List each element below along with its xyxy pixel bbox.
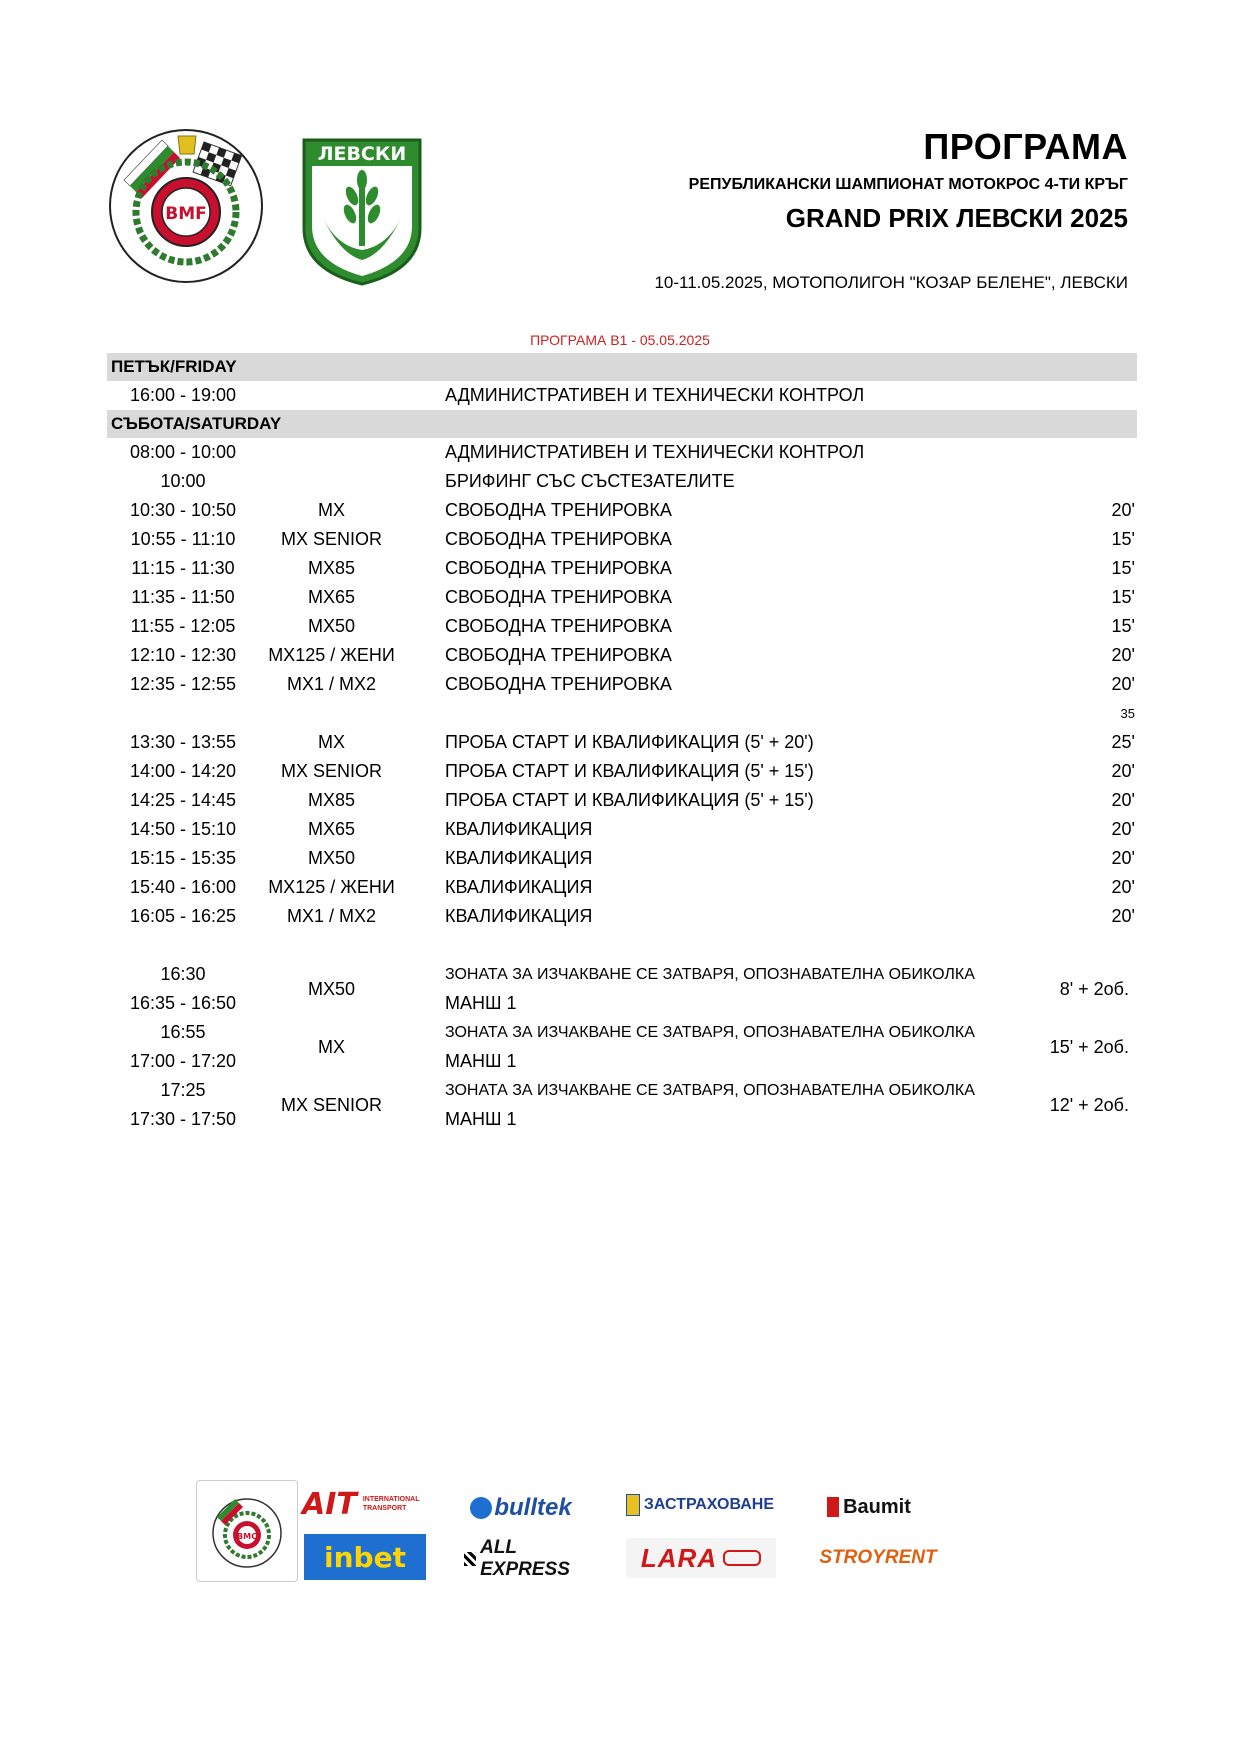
row-activity: КВАЛИФИКАЦИЯ (445, 819, 593, 839)
row-class: MX65 (307, 587, 356, 607)
bmf-logo (104, 120, 268, 284)
saturday-heats (107, 960, 1137, 1134)
row-class: MX50 (307, 848, 356, 868)
heat-zone-description: ЗОНАТА ЗА ИЗЧАКВАНЕ СЕ ЗАТВАРЯ, ОПОЗНАВАТЕЛНА ОБИКОЛКА (445, 1082, 975, 1099)
row-time: 14:50 - 15:10 (129, 819, 237, 839)
row-class: MX SENIOR (280, 529, 382, 549)
row-time: 11:35 - 11:50 (131, 587, 235, 607)
row-activity: СВОБОДНА ТРЕНИРОВКА (445, 645, 672, 665)
row-activity: СВОБОДНА ТРЕНИРОВКА (445, 500, 672, 520)
bmf-logo-center-text: BMF (165, 204, 207, 224)
row-class: MX1 / MX2 (286, 674, 377, 694)
row-duration: 20' (1111, 819, 1135, 839)
sponsor-inbet-logo (304, 1534, 426, 1580)
row-time: 15:40 - 16:00 (129, 877, 237, 897)
saturday-rows (107, 438, 1137, 931)
row-activity: СВОБОДНА ТРЕНИРОВКА (445, 674, 672, 694)
schedule-row (107, 525, 1137, 554)
sponsor-bmc-logo (196, 1480, 298, 1582)
heat-race-description: МАНШ 1 (445, 1109, 517, 1129)
heat-row (107, 1076, 1137, 1134)
heat-class: MX (318, 1037, 345, 1057)
day-header-friday: ПЕТЪК/FRIDAY (107, 353, 1137, 381)
row-activity: ПРОБА СТАРТ И КВАЛИФИКАЦИЯ (5' + 20') (445, 732, 814, 752)
sponsor-baumit-text: Baumit (843, 1495, 911, 1518)
sponsor-allexpress-logo (464, 1537, 594, 1580)
row-class: MX65 (307, 819, 356, 839)
schedule-row (107, 670, 1137, 699)
row-activity: ПРОБА СТАРТ И КВАЛИФИКАЦИЯ (5' + 15') (445, 790, 814, 810)
section-spacer (107, 931, 1137, 960)
schedule-row (107, 612, 1137, 641)
sponsor-ait-sub: INTERNATIONAL TRANSPORT (362, 1496, 420, 1512)
heat-race-description: МАНШ 1 (445, 1051, 517, 1071)
sponsor-ait-text: AIT (302, 1486, 357, 1522)
row-duration: 20' (1111, 674, 1135, 694)
row-class: MX85 (307, 558, 356, 578)
sponsor-lara-text: LARA (640, 1542, 718, 1573)
sponsor-bulltek-text: bulltek (494, 1494, 572, 1521)
levski-logo (300, 136, 424, 288)
row-activity: КВАЛИФИКАЦИЯ (445, 906, 593, 926)
row-duration: 15' (1111, 616, 1135, 636)
heat-row (107, 1018, 1137, 1076)
heat-duration: 15' + 2об. (1049, 1037, 1129, 1057)
row-activity: АДМИНИСТРАТИВЕН И ТЕХНИЧЕСКИ КОНТРОЛ (445, 385, 865, 405)
program-version: ПРОГРАМА В1 - 05.05.2025 (530, 332, 710, 348)
row-duration: 25' (1111, 732, 1135, 752)
levski-logo-text: ЛЕВСКИ (317, 143, 407, 165)
heat-class: MX SENIOR (280, 1095, 382, 1115)
date-location: 10-11.05.2025, МОТОПОЛИГОН "КОЗАР БЕЛЕНЕ", ЛЕВСКИ (654, 273, 1128, 292)
schedule-row (107, 786, 1137, 815)
row-time: 10:30 - 10:50 (129, 500, 237, 520)
row-duration: 20' (1111, 906, 1135, 926)
row-class: MX SENIOR (280, 761, 382, 781)
row-class: MX1 / MX2 (286, 906, 377, 926)
row-duration: 15' (1111, 558, 1135, 578)
sponsor-bmc-text: BMC (237, 1532, 257, 1541)
row-duration: 15' (1111, 587, 1135, 607)
day-header-saturday: СЪБОТА/SATURDAY (107, 410, 1137, 438)
heat-zone-description: ЗОНАТА ЗА ИЗЧАКВАНЕ СЕ ЗАТВАРЯ, ОПОЗНАВАТЕЛНА ОБИКОЛКА (445, 1024, 975, 1041)
sponsor-stroyrent-logo (808, 1540, 948, 1576)
sponsor-strip (196, 1480, 956, 1590)
row-activity: СВОБОДНА ТРЕНИРОВКА (445, 616, 672, 636)
schedule-row (107, 554, 1137, 583)
row-time: 12:35 - 12:55 (129, 674, 237, 694)
heat-race-time: 16:35 - 16:50 (129, 993, 237, 1013)
sponsor-ait-logo (302, 1484, 432, 1524)
event-name: GRAND PRIX ЛЕВСКИ 2025 (785, 203, 1128, 233)
schedule-table (107, 353, 1137, 1134)
schedule-row (107, 757, 1137, 786)
row-time: 16:00 - 19:00 (129, 385, 237, 405)
heat-duration: 12' + 2об. (1049, 1095, 1129, 1115)
sponsor-lara-logo (626, 1538, 776, 1578)
championship-subtitle: РЕПУБЛИКАНСКИ ШАМПИОНАТ МОТОКРОС 4-ТИ КРЪГ (688, 176, 1128, 193)
page-title: ПРОГРАМА (923, 126, 1128, 167)
sponsor-zastrahovane-logo (626, 1488, 774, 1522)
heat-zone-description: ЗОНАТА ЗА ИЗЧАКВАНЕ СЕ ЗАТВАРЯ, ОПОЗНАВАТЕЛНА ОБИКОЛКА (445, 966, 975, 983)
schedule-row (107, 496, 1137, 525)
row-duration: 20' (1111, 877, 1135, 897)
sponsor-allexpress-text: ALL EXPRESS (480, 1537, 570, 1580)
heat-race-time: 17:30 - 17:50 (129, 1109, 237, 1129)
row-time: 13:30 - 13:55 (129, 732, 237, 752)
row-activity: БРИФИНГ СЪС СЪСТЕЗАТЕЛИТЕ (445, 471, 735, 491)
row-activity: ПРОБА СТАРТ И КВАЛИФИКАЦИЯ (5' + 15') (445, 761, 814, 781)
row-activity: СВОБОДНА ТРЕНИРОВКА (445, 587, 672, 607)
schedule-row (107, 381, 1137, 410)
row-time: 11:15 - 11:30 (131, 558, 235, 578)
row-time: 12:10 - 12:30 (129, 645, 237, 665)
row-activity: СВОБОДНА ТРЕНИРОВКА (445, 529, 672, 549)
row-duration: 15' (1111, 529, 1135, 549)
row-activity: СВОБОДНА ТРЕНИРОВКА (445, 558, 672, 578)
row-duration: 20' (1111, 761, 1135, 781)
sponsor-bulltek-logo (466, 1484, 576, 1532)
row-time: 10:00 (160, 471, 206, 491)
schedule-row (107, 467, 1137, 496)
row-class: MX125 / ЖЕНИ (268, 877, 395, 897)
row-activity: КВАЛИФИКАЦИЯ (445, 877, 593, 897)
row-class: MX50 (307, 616, 356, 636)
row-time: 16:05 - 16:25 (129, 906, 237, 926)
schedule-row (107, 583, 1137, 612)
row-activity: КВАЛИФИКАЦИЯ (445, 848, 593, 868)
heat-race-description: МАНШ 1 (445, 993, 517, 1013)
schedule-row (107, 699, 1137, 728)
sponsor-inbet-text: inbet (324, 1540, 406, 1574)
row-time: 15:15 - 15:35 (129, 848, 237, 868)
row-duration: 20' (1111, 645, 1135, 665)
heat-row (107, 960, 1137, 1018)
heat-duration: 8' + 2об. (1059, 979, 1129, 999)
heat-class: MX50 (307, 979, 356, 999)
row-duration: 20' (1111, 848, 1135, 868)
heat-race-time: 17:00 - 17:20 (129, 1051, 237, 1071)
heat-zone-close-time: 17:25 (160, 1080, 206, 1100)
row-duration: 20' (1111, 500, 1135, 520)
row-class: MX (318, 732, 345, 752)
schedule-row (107, 438, 1137, 467)
friday-rows (107, 381, 1137, 410)
schedule-row (107, 728, 1137, 757)
row-class: MX125 / ЖЕНИ (268, 645, 395, 665)
schedule-row (107, 902, 1137, 931)
row-time: 14:25 - 14:45 (129, 790, 237, 810)
schedule-row (107, 815, 1137, 844)
row-time: 08:00 - 10:00 (129, 442, 237, 462)
sponsor-baumit-logo (810, 1490, 928, 1524)
heat-zone-close-time: 16:55 (160, 1022, 206, 1042)
sponsor-zastrahovane-text: ЗАСТРАХОВАНЕ (643, 1496, 774, 1513)
row-time: 10:55 - 11:10 (130, 529, 236, 549)
row-time: 11:55 - 12:05 (130, 616, 236, 636)
schedule-row (107, 873, 1137, 902)
row-time: 14:00 - 14:20 (129, 761, 237, 781)
sponsor-stroyrent-text: STROYRENT (819, 1547, 937, 1568)
schedule-row (107, 844, 1137, 873)
row-duration: 20' (1111, 790, 1135, 810)
row-duration: 35 (1120, 706, 1135, 721)
heat-zone-close-time: 16:30 (160, 964, 206, 984)
schedule-row (107, 641, 1137, 670)
row-class: MX85 (307, 790, 356, 810)
row-activity: АДМИНИСТРАТИВЕН И ТЕХНИЧЕСКИ КОНТРОЛ (445, 442, 865, 462)
row-class: MX (318, 500, 345, 520)
